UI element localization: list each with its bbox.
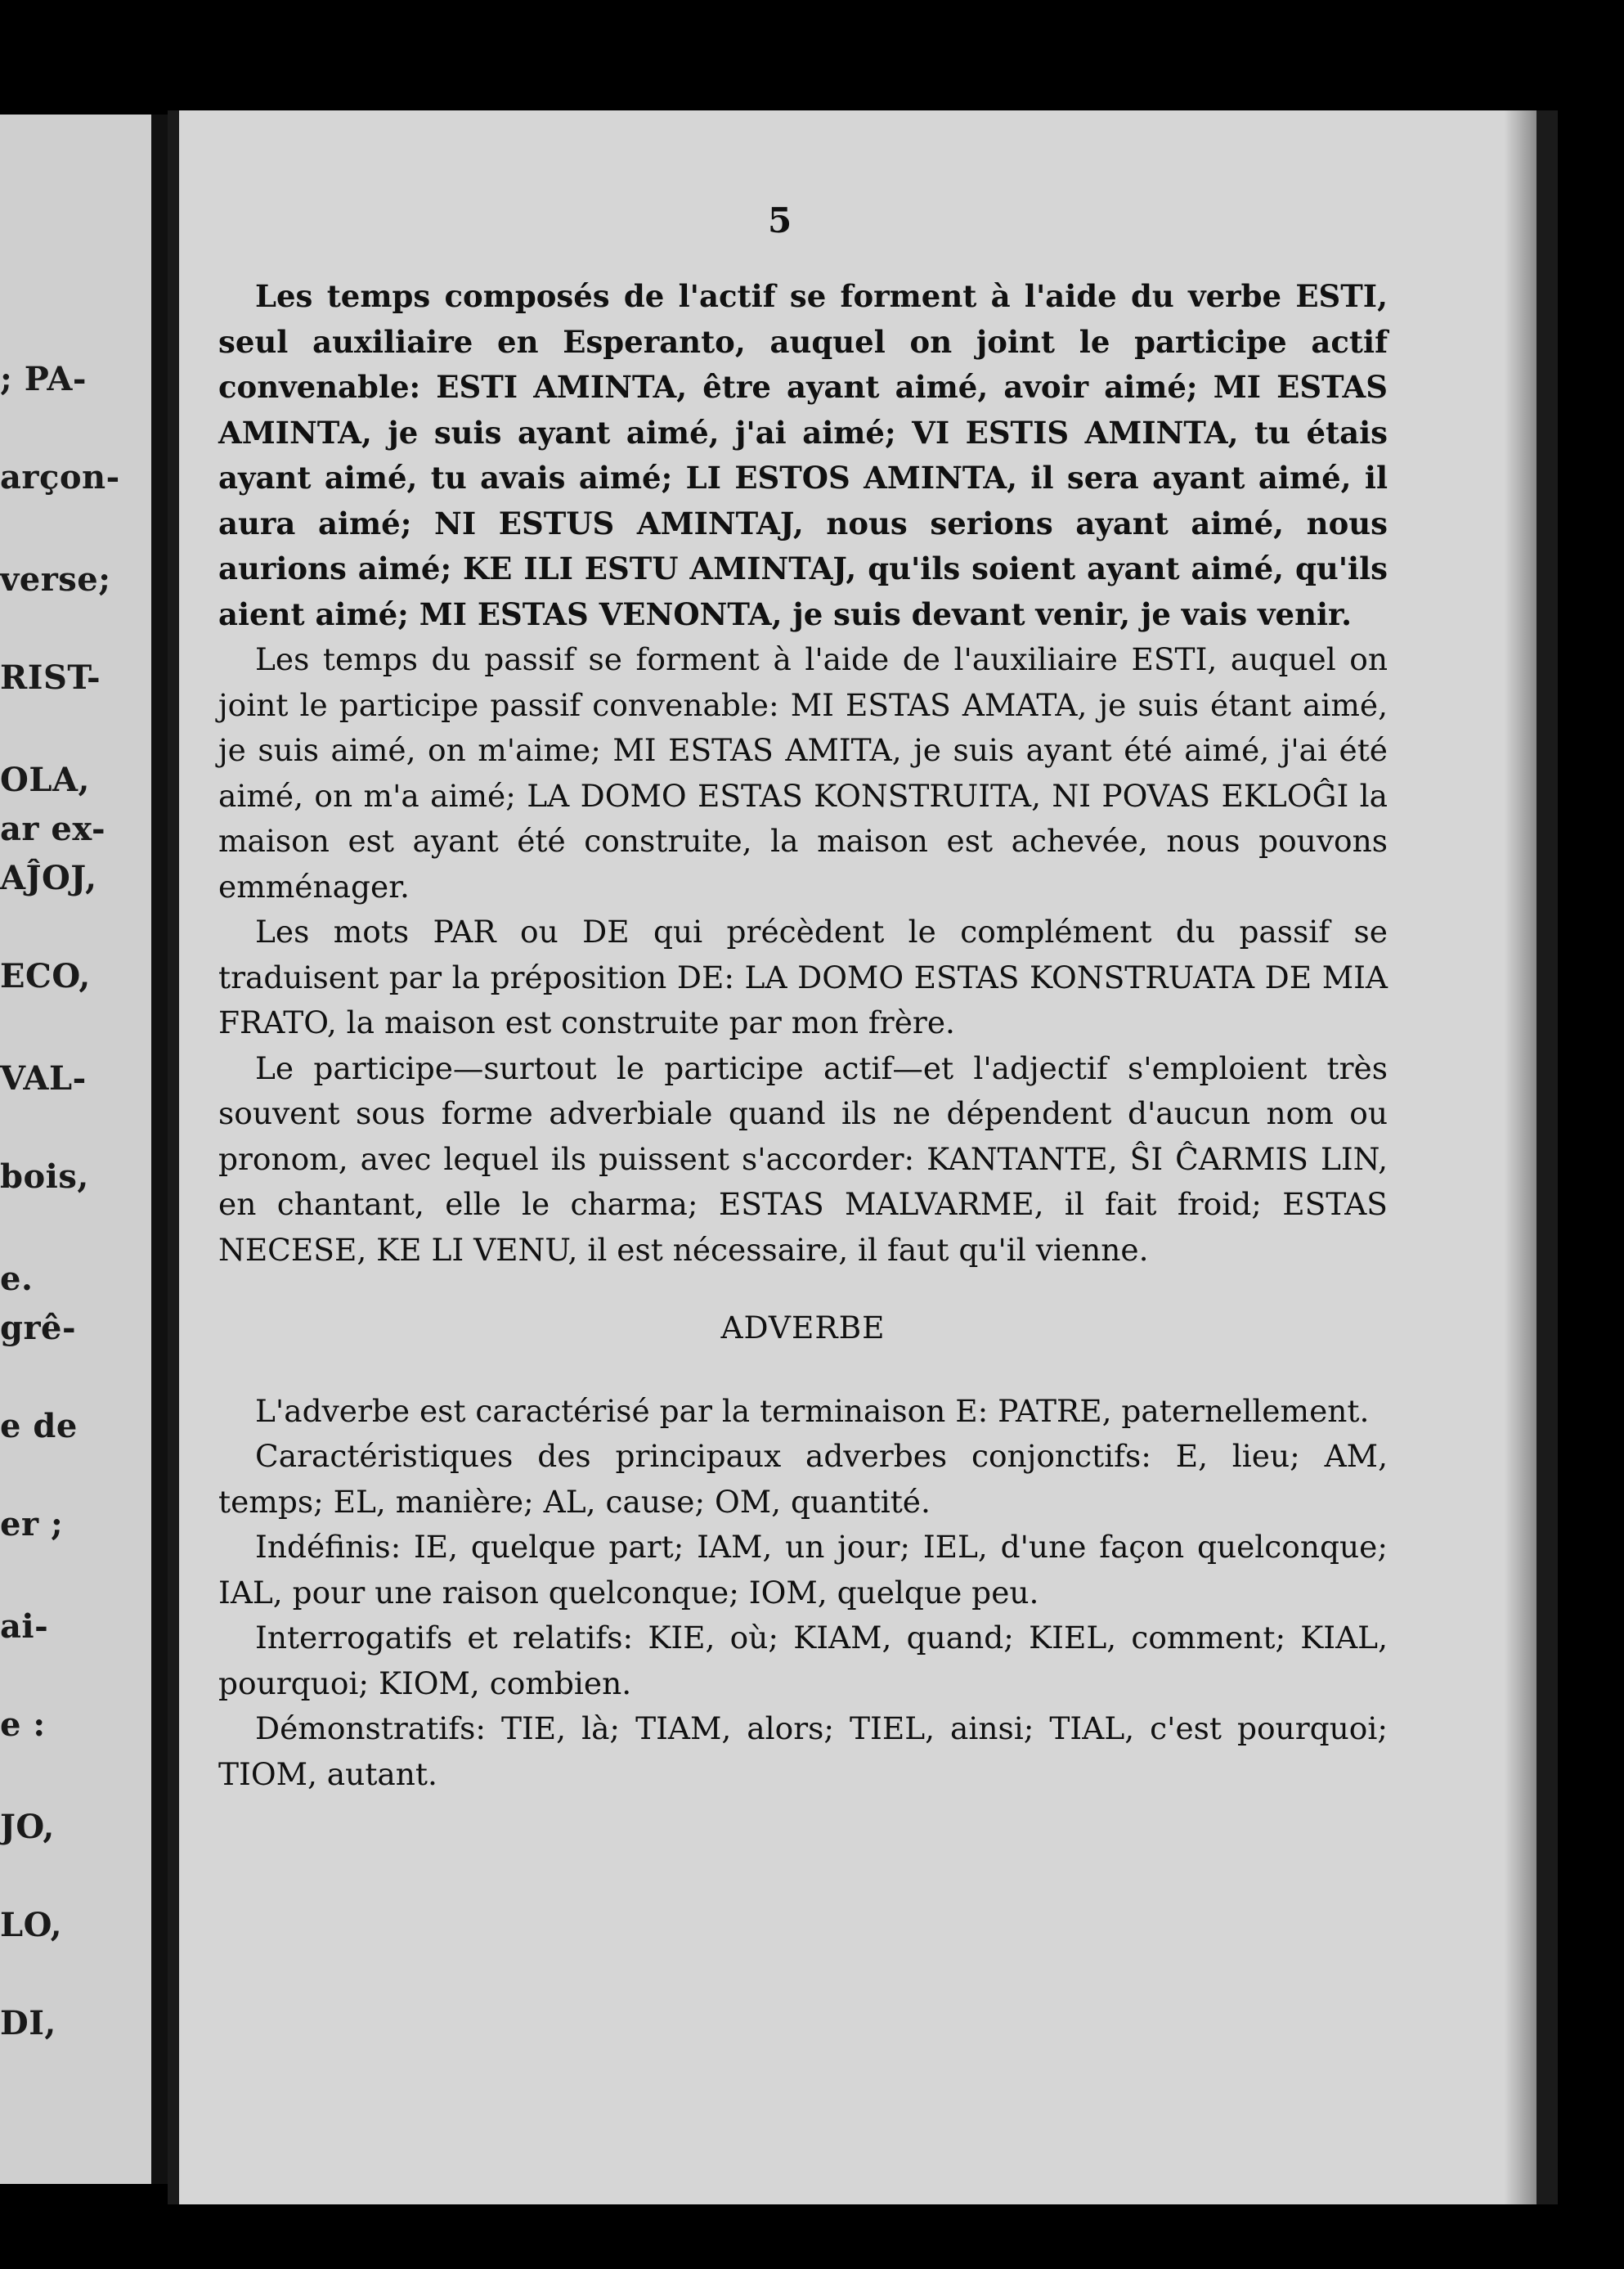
- left-page-fragment: ai-: [0, 1607, 49, 1646]
- left-page-fragment: OLA,: [0, 761, 90, 799]
- left-page-fragment: ; PA-: [0, 360, 87, 398]
- left-page-fragment: e de: [0, 1407, 78, 1445]
- section-heading: ADVERBE: [720, 1310, 886, 1346]
- paragraph: Les temps du passif se forment à l'aide de l'auxiliaire ESTI, auquel on joint le participe passif convenable: MI ESTAS AMATA, je suis étant aimé, je suis aimé, on m'aime; MI ESTAS AMITA, je suis ayant été aimé, j'ai été aimé, on m'a aimé; LA DOMO ESTAS KONSTRUITA, NI POVAS EKLOĜI la maison est ayant été construite, la maison est achevée, nous pouvons emménager.: [218, 641, 1388, 905]
- left-page-fragment: grê-: [0, 1309, 77, 1347]
- left-page-fragment: arçon-: [0, 458, 120, 496]
- page-number: 5: [768, 200, 792, 240]
- paragraph: Indéfinis: IE, quelque part; IAM, un jour; IEL, d'une façon quelconque; IAL, pour une raison quelconque; IOM, quelque peu.: [218, 1529, 1388, 1611]
- left-page-fragment: JO,: [0, 1808, 55, 1846]
- paragraph: Caractéristiques des principaux adverbes conjonctifs: E, lieu; AM, temps; EL, manière; AL, cause; OM, quantité.: [218, 1438, 1388, 1520]
- left-page-fragment: RIST-: [0, 658, 101, 697]
- paragraph: Le participe—surtout le participe actif—et l'adjectif s'emploient très souvent sous forme adverbiale quand ils ne dépendent d'aucun nom ou pronom, avec lequel ils puissent s'accorder: KANTANTE, ŜI ĈARMIS LIN, en chantant, elle le charma; ESTAS MALVARME, il fait froid; ESTAS NECESE, KE LI VENU, il est nécessaire, il faut qu'il vienne.: [218, 1049, 1388, 1268]
- left-page-fragment: ar ex-: [0, 810, 106, 848]
- left-page-fragment: ECO,: [0, 957, 91, 995]
- paragraph: Démonstratifs: TIE, là; TIAM, alors; TIEL, ainsi; TIAL, c'est pourquoi; TIOM, autant.: [218, 1710, 1388, 1792]
- paragraph: L'adverbe est caractérisé par la terminaison E: PATRE, paternellement.: [255, 1392, 1370, 1429]
- left-page-fragment: VAL-: [0, 1059, 87, 1098]
- left-page-fragment: verse;: [0, 560, 111, 599]
- book-page: [168, 110, 1558, 2204]
- page-text-block: [218, 274, 1388, 1797]
- page-edge-shadow: [1504, 110, 1537, 2204]
- paragraph: Les temps composés de l'actif se forment à l'aide du verbe ESTI, seul auxiliaire en Esperanto, auquel on joint le participe actif convenable: ESTI AMINTA, être ayant aimé, avoir aimé; MI ESTAS AMINTA, je suis ayant aimé, j'ai aimé; VI ESTIS AMINTA, tu étais ayant aimé, tu avais aimé; LI ESTOS AMINTA, il sera ayant aimé, il aura aimé; NI ESTUS AMINTAJ, nous serions ayant aimé, nous aurions aimé; KE ILI ESTU AMINTAJ, qu'ils soient ayant aimé, qu'ils aient aimé; MI ESTAS VENONTA, je suis devant venir, je vais venir.: [218, 278, 1388, 632]
- left-page-fragment: e.: [0, 1260, 34, 1298]
- left-page-fragment: bois,: [0, 1157, 89, 1196]
- paragraph: Les mots PAR ou DE qui précèdent le complément du passif se traduisent par la préposition DE: LA DOMO ESTAS KONSTRUATA DE MIA FRATO, la maison est construite par mon frère.: [218, 914, 1388, 1040]
- left-page-fragment: LO,: [0, 1906, 63, 1944]
- left-page-fragment: AĴOJ,: [0, 859, 97, 897]
- left-page-fragment: DI,: [0, 2004, 56, 2042]
- paragraph: Interrogatifs et relatifs: KIE, où; KIAM, quand; KIEL, comment; KIAL, pourquoi; KIOM, combien.: [218, 1620, 1388, 1701]
- left-page-strip: [0, 115, 151, 2184]
- left-page-fragment: e :: [0, 1705, 46, 1744]
- left-page-fragment: er ;: [0, 1505, 64, 1543]
